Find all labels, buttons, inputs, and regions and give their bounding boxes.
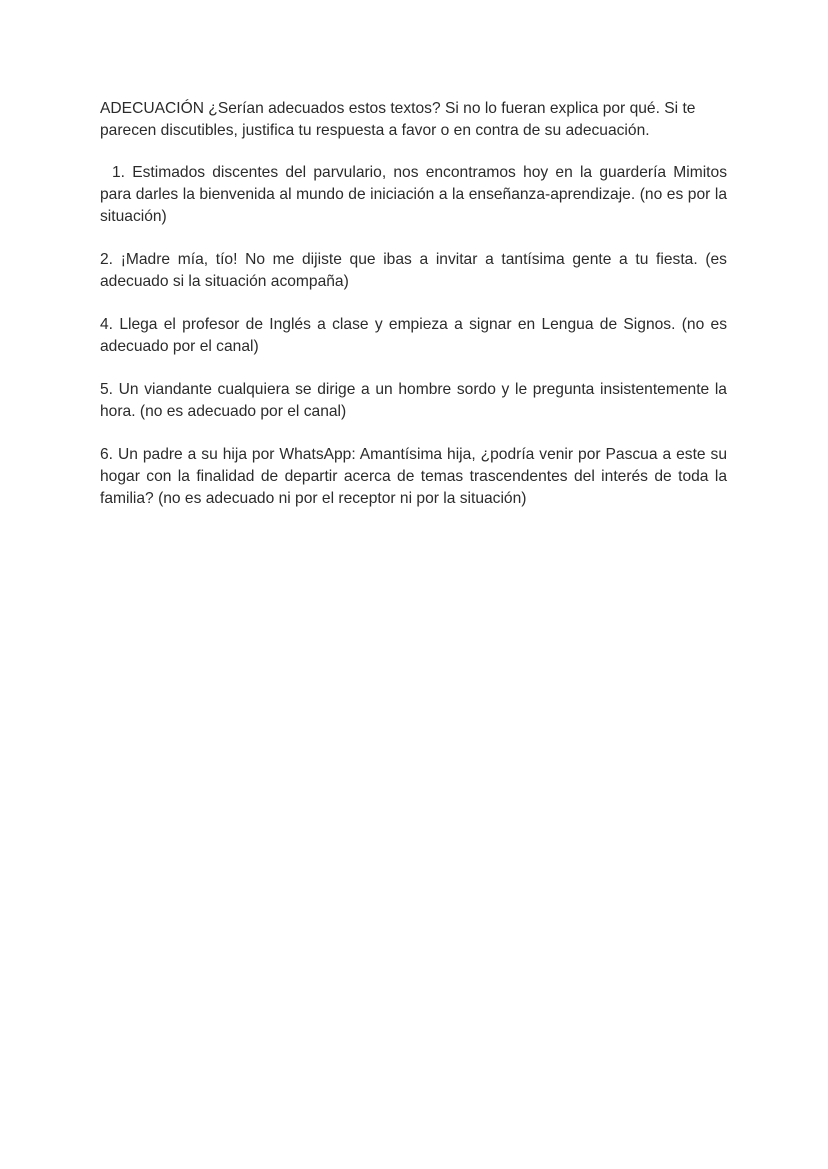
document-page (100, 98, 727, 531)
item-number: 2. (100, 251, 114, 268)
item-number: 6. (100, 446, 114, 463)
list-item (100, 444, 727, 510)
intro-paragraph: ADECUACIÓN ¿Serían adecuados estos textos? Si no lo fueran explica por qué. Si te parecen discutibles, justifica tu respuesta a favor o en contra de su adecuación. (100, 100, 696, 139)
item-number: 5. (100, 381, 114, 398)
list-item (100, 314, 727, 358)
item-text: Un viandante cualquiera se dirige a un hombre sordo y le pregunta insistentemente la hora. (no es adecuado por el canal) (100, 381, 727, 420)
list-item (100, 379, 727, 423)
list-item (100, 162, 727, 228)
item-text: Estimados discentes del parvulario, nos encontramos hoy en la guardería Mimitos para darles la bienvenida al mundo de iniciación a la enseñanza-aprendizaje. (no es por la situación) (100, 164, 727, 225)
item-number: 1. (112, 164, 126, 181)
item-number: 4. (100, 316, 114, 333)
item-text: Un padre a su hija por WhatsApp: Amantísima hija, ¿podría venir por Pascua a este su hogar con la finalidad de departir acerca de temas trascendentes del interés de toda la familia? (no es adecuado ni por el receptor ni por la situación) (100, 446, 727, 507)
item-text: ¡Madre mía, tío! No me dijiste que ibas a invitar a tantísima gente a tu fiesta. (es adecuado si la situación acompaña) (100, 251, 727, 290)
item-text: Llega el profesor de Inglés a clase y empieza a signar en Lengua de Signos. (no es adecuado por el canal) (100, 316, 727, 355)
list-item (100, 249, 727, 293)
